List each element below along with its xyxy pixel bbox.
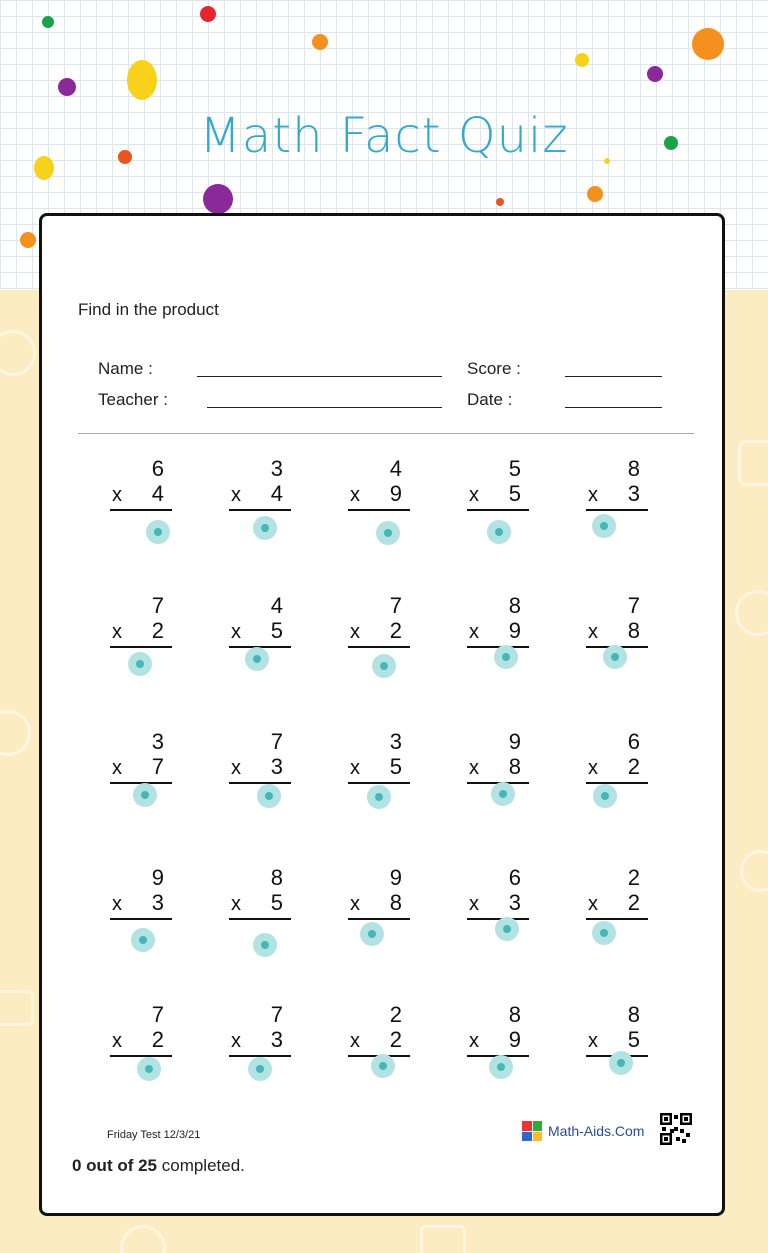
multiply-sign: x [588, 893, 598, 915]
paint-splatter [200, 6, 216, 22]
answer-line [586, 509, 648, 511]
test-label: Friday Test 12/3/21 [107, 1129, 201, 1141]
answer-line [229, 509, 291, 511]
answer-input-button[interactable] [253, 933, 277, 957]
problem-bottom-number: 5 [270, 890, 283, 915]
problem-top-number: 7 [389, 593, 402, 618]
multiply-sign: x [231, 757, 241, 779]
doodle-shape [0, 990, 34, 1026]
problem-top-number: 3 [389, 729, 402, 754]
problem-top-number: 6 [508, 865, 521, 890]
paint-splatter [127, 60, 157, 100]
answer-input-button[interactable] [592, 921, 616, 945]
problem [110, 456, 180, 516]
problem-bottom-number: 5 [389, 754, 402, 779]
answer-input-button[interactable] [372, 654, 396, 678]
answer-input-button[interactable] [133, 783, 157, 807]
problem-top-number: 2 [389, 1002, 402, 1027]
answer-line [348, 646, 410, 648]
answer-input-button[interactable] [131, 928, 155, 952]
multiply-sign: x [469, 893, 479, 915]
problem [467, 593, 537, 653]
multiply-sign: x [112, 757, 122, 779]
problem-top-number: 7 [270, 1002, 283, 1027]
answer-input-button[interactable] [487, 520, 511, 544]
multiply-sign: x [350, 893, 360, 915]
problem [348, 865, 418, 925]
answer-input-button[interactable] [257, 784, 281, 808]
doodle-shape [735, 590, 768, 636]
problem-bottom-number: 2 [151, 618, 164, 643]
math-aids-logo-icon [522, 1121, 542, 1141]
multiply-sign: x [231, 1030, 241, 1052]
problem-top-number: 8 [270, 865, 283, 890]
answer-line [586, 918, 648, 920]
date-label: Date : [467, 390, 513, 409]
answer-input-button[interactable] [146, 520, 170, 544]
multiply-sign: x [588, 1030, 598, 1052]
paint-splatter [20, 232, 36, 248]
multiply-sign: x [112, 621, 122, 643]
problem [110, 1002, 180, 1062]
problem-top-number: 9 [508, 729, 521, 754]
multiply-sign: x [588, 757, 598, 779]
problem-bottom-number: 4 [151, 481, 164, 506]
problem-bottom-number: 8 [627, 618, 640, 643]
answer-line [110, 1055, 172, 1057]
name-field[interactable] [197, 376, 442, 377]
multiply-sign: x [112, 484, 122, 506]
problem-bottom-number: 9 [508, 1027, 521, 1052]
paint-splatter [575, 53, 589, 67]
multiply-sign: x [112, 893, 122, 915]
teacher-label: Teacher : [98, 390, 168, 409]
answer-line [110, 918, 172, 920]
problem-bottom-number: 2 [627, 754, 640, 779]
problem [586, 729, 656, 789]
problem-top-number: 8 [508, 1002, 521, 1027]
doodle-shape [740, 850, 768, 892]
multiply-sign: x [112, 1030, 122, 1052]
paint-splatter [203, 184, 233, 214]
answer-input-button[interactable] [495, 917, 519, 941]
progress-text [72, 1156, 245, 1176]
problem-bottom-number: 3 [508, 890, 521, 915]
problem-top-number: 7 [151, 1002, 164, 1027]
quiz-sheet [39, 213, 725, 1216]
brand-link[interactable]: Math-Aids.Com [548, 1123, 645, 1139]
answer-input-button[interactable] [593, 784, 617, 808]
problem-top-number: 6 [151, 456, 164, 481]
answer-line [229, 782, 291, 784]
multiply-sign: x [350, 621, 360, 643]
problem-bottom-number: 7 [151, 754, 164, 779]
paint-splatter [58, 78, 76, 96]
problem-top-number: 5 [508, 456, 521, 481]
doodle-shape [0, 710, 31, 756]
problem-top-number: 8 [508, 593, 521, 618]
doodle-shape [738, 440, 768, 486]
problem [229, 456, 299, 516]
page-title: Math Fact Quiz [199, 108, 569, 164]
problem [467, 729, 537, 789]
answer-input-button[interactable] [360, 922, 384, 946]
problem [348, 593, 418, 653]
score-label: Score : [467, 359, 521, 378]
paint-splatter [312, 34, 328, 50]
problem [586, 865, 656, 925]
doodle-shape [420, 1225, 466, 1253]
answer-line [229, 918, 291, 920]
doodle-shape [120, 1225, 166, 1253]
problem [467, 865, 537, 925]
name-label: Name : [98, 359, 153, 378]
problem-bottom-number: 3 [270, 1027, 283, 1052]
paint-splatter [42, 16, 54, 28]
answer-input-button[interactable] [592, 514, 616, 538]
problem-bottom-number: 2 [151, 1027, 164, 1052]
paint-splatter [692, 28, 724, 60]
answer-input-button[interactable] [609, 1051, 633, 1075]
problem-top-number: 4 [389, 456, 402, 481]
paint-splatter [587, 186, 603, 202]
problem [229, 1002, 299, 1062]
problem-top-number: 7 [270, 729, 283, 754]
score-field[interactable] [565, 376, 662, 377]
problem-top-number: 4 [270, 593, 283, 618]
problem-top-number: 6 [627, 729, 640, 754]
problem-bottom-number: 5 [508, 481, 521, 506]
progress-count: 0 out of 25 [72, 1156, 158, 1175]
answer-input-button[interactable] [491, 782, 515, 806]
problem-top-number: 9 [389, 865, 402, 890]
problem [110, 729, 180, 789]
answer-input-button[interactable] [367, 785, 391, 809]
multiply-sign: x [350, 1030, 360, 1052]
problem [229, 729, 299, 789]
problem-top-number: 7 [627, 593, 640, 618]
problem-bottom-number: 3 [627, 481, 640, 506]
answer-line [467, 509, 529, 511]
doodle-shape [0, 330, 36, 376]
problem [467, 456, 537, 516]
problem [348, 456, 418, 516]
answer-input-button[interactable] [137, 1057, 161, 1081]
answer-line [348, 782, 410, 784]
problem [110, 865, 180, 925]
answer-input-button[interactable] [248, 1057, 272, 1081]
multiply-sign: x [469, 484, 479, 506]
answer-line [348, 918, 410, 920]
multiply-sign: x [231, 484, 241, 506]
problem-bottom-number: 2 [389, 618, 402, 643]
problem-top-number: 8 [627, 1002, 640, 1027]
problem-bottom-number: 3 [270, 754, 283, 779]
problem-top-number: 9 [151, 865, 164, 890]
problem [229, 593, 299, 653]
problem-top-number: 3 [270, 456, 283, 481]
multiply-sign: x [588, 484, 598, 506]
problem-top-number: 2 [627, 865, 640, 890]
answer-line [586, 782, 648, 784]
answer-line [110, 646, 172, 648]
problem [229, 865, 299, 925]
problem-bottom-number: 2 [389, 1027, 402, 1052]
problem-bottom-number: 5 [270, 618, 283, 643]
problem-bottom-number: 9 [508, 618, 521, 643]
multiply-sign: x [469, 757, 479, 779]
multiply-sign: x [588, 621, 598, 643]
problem-top-number: 7 [151, 593, 164, 618]
progress-suffix: completed. [157, 1156, 245, 1175]
qr-code-icon [660, 1113, 692, 1145]
teacher-field[interactable] [207, 407, 442, 408]
problem [586, 456, 656, 516]
answer-input-button[interactable] [376, 521, 400, 545]
problem [110, 593, 180, 653]
multiply-sign: x [469, 1030, 479, 1052]
paint-splatter [496, 198, 504, 206]
answer-input-button[interactable] [128, 652, 152, 676]
multiply-sign: x [350, 757, 360, 779]
brand[interactable] [522, 1121, 644, 1141]
problem [348, 729, 418, 789]
multiply-sign: x [350, 484, 360, 506]
multiply-sign: x [231, 893, 241, 915]
instructions: Find in the product [78, 300, 219, 319]
problem [348, 1002, 418, 1062]
date-field[interactable] [565, 407, 662, 408]
problem-bottom-number: 9 [389, 481, 402, 506]
problem-bottom-number: 5 [627, 1027, 640, 1052]
multiply-sign: x [231, 621, 241, 643]
problem-bottom-number: 4 [270, 481, 283, 506]
answer-input-button[interactable] [245, 647, 269, 671]
problem-bottom-number: 8 [389, 890, 402, 915]
answer-input-button[interactable] [371, 1054, 395, 1078]
problem [586, 593, 656, 653]
answer-input-button[interactable] [253, 516, 277, 540]
problem [467, 1002, 537, 1062]
problem-bottom-number: 2 [627, 890, 640, 915]
problem-top-number: 3 [151, 729, 164, 754]
multiply-sign: x [469, 621, 479, 643]
answer-input-button[interactable] [489, 1055, 513, 1079]
answer-line [348, 509, 410, 511]
header-divider [78, 433, 694, 434]
problem-bottom-number: 8 [508, 754, 521, 779]
problem-top-number: 8 [627, 456, 640, 481]
answer-input-button[interactable] [494, 645, 518, 669]
problem-bottom-number: 3 [151, 890, 164, 915]
answer-input-button[interactable] [603, 645, 627, 669]
paint-splatter [647, 66, 663, 82]
answer-line [110, 509, 172, 511]
